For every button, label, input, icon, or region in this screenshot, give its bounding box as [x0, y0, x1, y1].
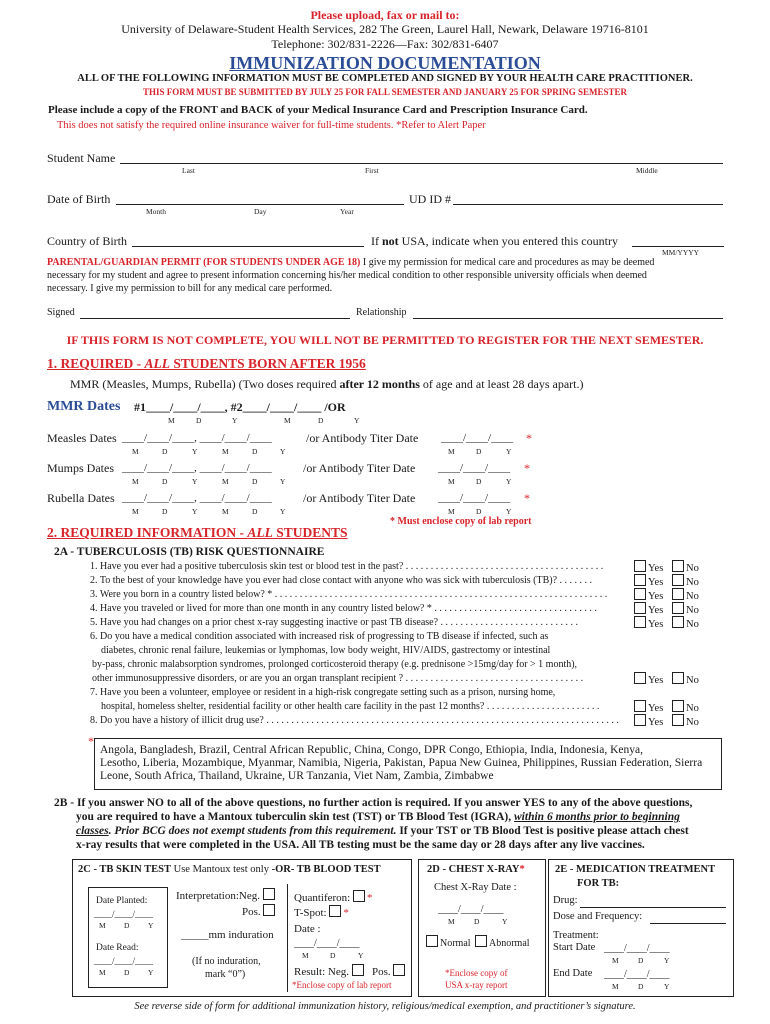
- permit-line-1: PARENTAL/GUARDIAN PERMIT (FOR STUDENTS UNDER AGE 18) I give my permission for medical care and procedures as may be deemed: [47, 257, 655, 268]
- address-line: University of Delaware-Student Health Services, 282 The Green, Laurel Hall, Newark, Delaware 19716-8101: [121, 22, 649, 36]
- quantiferon-checkbox[interactable]: Quantiferon: *: [294, 892, 373, 904]
- udid-label: UD ID #: [409, 192, 451, 206]
- drug-label: Drug:: [553, 895, 578, 906]
- signature-field[interactable]: [80, 318, 350, 319]
- q3-yes-checkbox[interactable]: Yes: [634, 588, 663, 602]
- q8-yes-checkbox[interactable]: Yes: [634, 714, 663, 728]
- country-label: Country of Birth: [47, 234, 127, 248]
- q1-no-checkbox[interactable]: No: [672, 560, 699, 574]
- lab-report-notice: * Must enclose copy of lab report: [390, 516, 532, 527]
- tspot-checkbox[interactable]: T-Spot: *: [294, 907, 349, 919]
- chest-xray-date-field[interactable]: ____/____/____: [438, 904, 504, 915]
- q6-no-checkbox[interactable]: No: [672, 672, 699, 686]
- treatment-label: Treatment:: [553, 930, 599, 941]
- waiver-notice: This does not satisfy the required online insurance waiver for full-time students. *Refer to Alert Paper: [57, 120, 486, 131]
- countries-line-3: Leone, South Africa, Thailand, Ukraine, UR Tanzania, Viet Nam, Zambia, Zimbabwe: [100, 770, 494, 782]
- countries-line-1: Angola, Bangladesh, Brazil, Central African Republic, China, Congo, DPR Congo, Ethiopia, India, Indonesia, Kenya,: [100, 744, 643, 756]
- tb-box-divider: [287, 884, 288, 992]
- tb-question-6: 6. Do you have a medical condition associated with increased risk of progressing to TB disease if infected, such as: [90, 631, 549, 642]
- mmr-dose-fields[interactable]: #1____/____/____, #2____/____/____ /OR: [134, 400, 346, 414]
- chest-xray-title: 2D - CHEST X-RAY*: [427, 864, 525, 875]
- section2-title: 2. REQUIRED INFORMATION - ALL STUDENTS: [47, 525, 348, 540]
- day-label: Day: [254, 207, 267, 216]
- mmyyyy-label: MM/YYYY: [662, 248, 700, 257]
- relationship-field[interactable]: [413, 318, 723, 319]
- section2b-line-3: classes. Prior BCG does not exempt students from this requirement. If your TST or TB Blood Test is positive please attach chest: [76, 825, 689, 837]
- month-label: Month: [146, 207, 167, 216]
- country-field[interactable]: [132, 246, 364, 247]
- xray-abnormal-checkbox[interactable]: Abnormal: [475, 935, 530, 949]
- q7-yes-checkbox[interactable]: Yes: [634, 700, 663, 714]
- blood-lab-copy-note: *Enclose copy of lab report: [292, 980, 392, 990]
- incomplete-warning: IF THIS FORM IS NOT COMPLETE, YOU WILL NOT BE PERMITTED TO REGISTER FOR THE NEXT SEMESTER.: [66, 333, 704, 347]
- entry-date-field[interactable]: [632, 246, 724, 247]
- student-name-field[interactable]: [120, 163, 723, 164]
- middle-label: Middle: [636, 166, 658, 175]
- mumps-titer-field[interactable]: ____/____/____: [438, 462, 511, 474]
- footer-note: See reverse side of form for additional immunization history, religious/medical exemption, and practitioner’s signature.: [134, 1001, 636, 1012]
- tb-question-2: 2. To the best of your knowledge have you ever had close contact with anyone who was sick with tuberculosis (TB)? . . . . . . .: [90, 575, 593, 586]
- insurance-notice: Please include a copy of the FRONT and BACK of your Medical Insurance Card and Prescription Insurance Card.: [48, 104, 588, 116]
- dose-label: Dose and Frequency:: [553, 911, 643, 922]
- tb-question-8: 8. Do you have a history of illicit drug use? . . . . . . . . . . . . . . . . . . . . . . . . . . . . . . . . . . . . . . . . . . . . . . . . . . . . . . . . . . . . . . . . . . . . . . .: [90, 715, 619, 726]
- page-title: IMMUNIZATION DOCUMENTATION: [229, 53, 541, 73]
- rubella-titer-label: /or Antibody Titer Date: [303, 491, 416, 505]
- mmr-dates-label: MMR Dates: [47, 399, 121, 414]
- xray-enclose-note-1: *Enclose copy of: [445, 968, 508, 978]
- tb-question-7: 7. Have you been a volunteer, employee or resident in a high-risk congregate setting such as a prison, nursing home,: [90, 687, 556, 698]
- date-read-label: Date Read:: [96, 943, 139, 953]
- measles-dates-field[interactable]: ____/____/____, ____/____/____: [122, 432, 272, 444]
- q7-no-checkbox[interactable]: No: [672, 700, 699, 714]
- phone-line: Telephone: 302/831-2226—Fax: 302/831-6407: [271, 37, 499, 51]
- chest-xray-date-label: Chest X-Ray Date :: [434, 882, 517, 893]
- date-planted-field[interactable]: ____/____/____: [94, 909, 154, 919]
- deadline-notice: THIS FORM MUST BE SUBMITTED BY JULY 25 FOR FALL SEMESTER AND JANUARY 25 FOR SPRING SEMESTER: [142, 87, 628, 97]
- tb-question-3: 3. Were you born in a country listed below? * . . . . . . . . . . . . . . . . . . . . . . . . . . . . . . . . . . . . . . . . . . . . . . . . . . . . . . . . . . . . . . . . . . .: [90, 589, 608, 600]
- signed-label: Signed: [47, 307, 75, 318]
- q2-no-checkbox[interactable]: No: [672, 574, 699, 588]
- dob-field[interactable]: [116, 204, 404, 205]
- rubella-titer-field[interactable]: ____/____/____: [438, 492, 511, 504]
- mumps-dates-field[interactable]: ____/____/____, ____/____/____: [122, 462, 272, 474]
- tb-questionnaire-title: 2A - TUBERCULOSIS (TB) RISK QUESTIONNAIRE: [54, 546, 325, 558]
- udid-field[interactable]: [453, 204, 723, 205]
- end-date-field[interactable]: ____/____/____: [604, 969, 670, 980]
- xray-enclose-note-2: USA x-ray report: [445, 980, 508, 990]
- permit-line-3: necessary. I give my permission to bill for any medical care performed.: [47, 283, 333, 294]
- q6-yes-checkbox[interactable]: Yes: [634, 672, 663, 686]
- no-induration-note-2: mark “0”): [205, 969, 246, 980]
- q4-no-checkbox[interactable]: No: [672, 602, 699, 616]
- date-read-field[interactable]: ____/____/____: [94, 956, 154, 966]
- tb-question-5: 5. Have you had changes on a prior chest x-ray suggesting inactive or past TB disease? . . . . . . . . . . . . . . . . . . . . . . . . . . . .: [90, 617, 579, 628]
- tb-test-title: 2C - TB SKIN TEST Use Mantoux test only -OR- TB BLOOD TEST: [78, 864, 381, 875]
- result-neg-checkbox[interactable]: Result: Neg.: [294, 964, 366, 978]
- student-name-label: Student Name: [47, 151, 116, 165]
- q2-yes-checkbox[interactable]: Yes: [634, 574, 663, 588]
- medication-title-1: 2E - MEDICATION TREATMENT: [555, 864, 716, 875]
- permit-line-2: necessary for my student and agree to present information concerning his/her medical condition to other responsible university officials when deemed: [47, 270, 647, 281]
- section1-title: 1. REQUIRED - ALL STUDENTS BORN AFTER 1956: [47, 356, 366, 371]
- xray-normal-checkbox[interactable]: Normal: [426, 935, 471, 949]
- drug-field[interactable]: [580, 907, 726, 908]
- end-date-label: End Date: [553, 968, 593, 979]
- dob-label: Date of Birth: [47, 192, 111, 206]
- relationship-label: Relationship: [356, 307, 407, 318]
- section2b-line-1: 2B - If you answer NO to all of the above questions, no further action is required. If you answer YES to any of the above questions,: [54, 797, 693, 809]
- interp-pos-checkbox[interactable]: Pos.: [242, 904, 277, 918]
- result-pos-checkbox[interactable]: Pos.: [372, 964, 407, 978]
- last-label: Last: [182, 166, 195, 175]
- q5-yes-checkbox[interactable]: Yes: [634, 616, 663, 630]
- section2b-line-2: you are required to have a Mantoux tuberculin skin test (TST) or TB Blood Test (IGRA), within 6 months prior to beginning: [76, 811, 680, 823]
- tb-question-1: 1. Have you ever had a positive tuberculosis skin test or blood test in the past? . . . . . . . . . . . . . . . . . . . . . . . . . . . . . . . . . . . . . . . .: [90, 561, 604, 572]
- measles-titer-label: /or Antibody Titer Date: [306, 431, 419, 445]
- section2b-line-4: x-ray results that were completed in the USA. All TB testing must be the same day or 28 days after any live vaccines.: [76, 839, 645, 851]
- dose-field[interactable]: [650, 923, 726, 924]
- start-date-label: Start Date: [553, 942, 596, 953]
- blood-test-date-label: Date :: [294, 923, 321, 935]
- must-complete-notice: ALL OF THE FOLLOWING INFORMATION MUST BE COMPLETED AND SIGNED BY YOUR HEALTH CARE PRACTITIONER.: [77, 73, 693, 84]
- interp-neg-checkbox[interactable]: Interpretation:Neg.: [176, 888, 277, 902]
- permit-heading: PARENTAL/GUARDIAN PERMIT (FOR STUDENTS UNDER AGE 18): [47, 257, 361, 268]
- measles-titer-field[interactable]: ____/____/____: [441, 432, 514, 444]
- first-label: First: [365, 166, 379, 175]
- rubella-label: Rubella Dates: [47, 491, 115, 505]
- date-planted-label: Date Planted:: [96, 896, 148, 906]
- q5-no-checkbox[interactable]: No: [672, 616, 699, 630]
- blood-test-date-field[interactable]: ____/____/____: [294, 938, 360, 949]
- not-usa-label: If not USA, indicate when you entered this country: [371, 234, 618, 248]
- tb-question-4: 4. Have you traveled or lived for more than one month in any country listed below? * . . . . . . . . . . . . . . . . . . . . . . . . . . . . . . . . .: [90, 603, 597, 614]
- medication-title-2: FOR TB:: [577, 878, 620, 889]
- year-label: Year: [340, 207, 354, 216]
- start-date-field[interactable]: ____/____/____: [604, 943, 670, 954]
- upload-instruction: Please upload, fax or mail to:: [310, 8, 460, 22]
- q4-yes-checkbox[interactable]: Yes: [634, 602, 663, 616]
- q8-no-checkbox[interactable]: No: [672, 714, 699, 728]
- q1-yes-checkbox[interactable]: Yes: [634, 560, 663, 574]
- rubella-dates-field[interactable]: ____/____/____, ____/____/____: [122, 492, 272, 504]
- mumps-titer-label: /or Antibody Titer Date: [303, 461, 416, 475]
- mumps-label: Mumps Dates: [47, 461, 114, 475]
- q3-no-checkbox[interactable]: No: [672, 588, 699, 602]
- measles-label: Measles Dates: [47, 431, 117, 445]
- mmr-description: MMR (Measles, Mumps, Rubella) (Two doses required after 12 months of age and at least 28 days apart.): [70, 377, 584, 391]
- countries-line-2: Lesotho, Liberia, Mozambique, Myanmar, Namibia, Nigeria, Pakistan, Papua New Guinea, Philippines, Russian Federation, Sierra: [100, 757, 703, 769]
- no-induration-note-1: (If no induration,: [192, 956, 261, 967]
- induration-field[interactable]: _____mm induration: [181, 929, 274, 941]
